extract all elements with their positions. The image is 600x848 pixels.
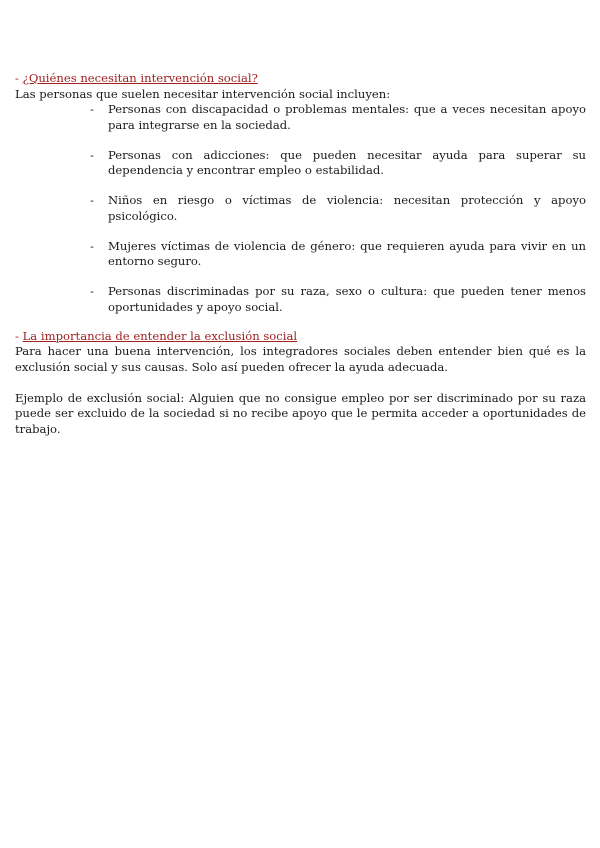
heading-dash: - bbox=[15, 328, 19, 343]
list-item bbox=[15, 193, 586, 224]
list-bullet: - bbox=[90, 238, 94, 253]
list-item-text: Personas discriminadas por su raza, sexo o cultura: que pueden tener menos oportunidades y apoyo social. bbox=[108, 284, 586, 314]
heading-title: ¿Quiénes necesitan intervención social? bbox=[22, 71, 258, 85]
heading-dash: - bbox=[15, 71, 19, 85]
example-paragraph: Ejemplo de exclusión social: Alguien que no consigue empleo por ser discriminado por su raza puede ser excluido de la sociedad si no recibe apoyo que le permita acceder a oportunidades de trabajo. bbox=[15, 390, 586, 436]
list-item-text: Personas con adicciones: que pueden necesitar ayuda para superar su dependencia y encontrar empleo o estabilidad. bbox=[108, 147, 586, 177]
intro-text: Las personas que suelen necesitar intervención social incluyen: bbox=[15, 86, 391, 101]
importance-paragraph: Para hacer una buena intervención, los integradores sociales deben entender bien qué es la exclusión social y sus causas. Solo así pueden ofrecer la ayuda adecuada. bbox=[15, 344, 586, 374]
list-bullet: - bbox=[90, 193, 94, 207]
list-bullet: - bbox=[90, 102, 94, 116]
section-heading-who-needs bbox=[15, 71, 586, 87]
heading-title: La importancia de entender la exclusión social bbox=[22, 328, 298, 343]
list-item bbox=[15, 284, 586, 315]
needs-list bbox=[15, 102, 586, 315]
list-bullet: - bbox=[90, 284, 94, 298]
list-bullet: - bbox=[90, 147, 94, 162]
list-item bbox=[15, 148, 586, 179]
list-item-text: Mujeres víctimas de violencia de género: que requieren ayuda para vivir en un entorno seguro. bbox=[108, 238, 586, 268]
list-item-text: Personas con discapacidad o problemas mentales: que a veces necesitan apoyo para integrarse en la sociedad. bbox=[108, 102, 586, 132]
list-item bbox=[15, 102, 586, 133]
document-page bbox=[15, 71, 586, 437]
section-heading-importance bbox=[15, 329, 586, 345]
list-item bbox=[15, 239, 586, 270]
list-item-text: Niños en riesgo o víctimas de violencia: necesitan protección y apoyo psicológico. bbox=[108, 193, 586, 223]
